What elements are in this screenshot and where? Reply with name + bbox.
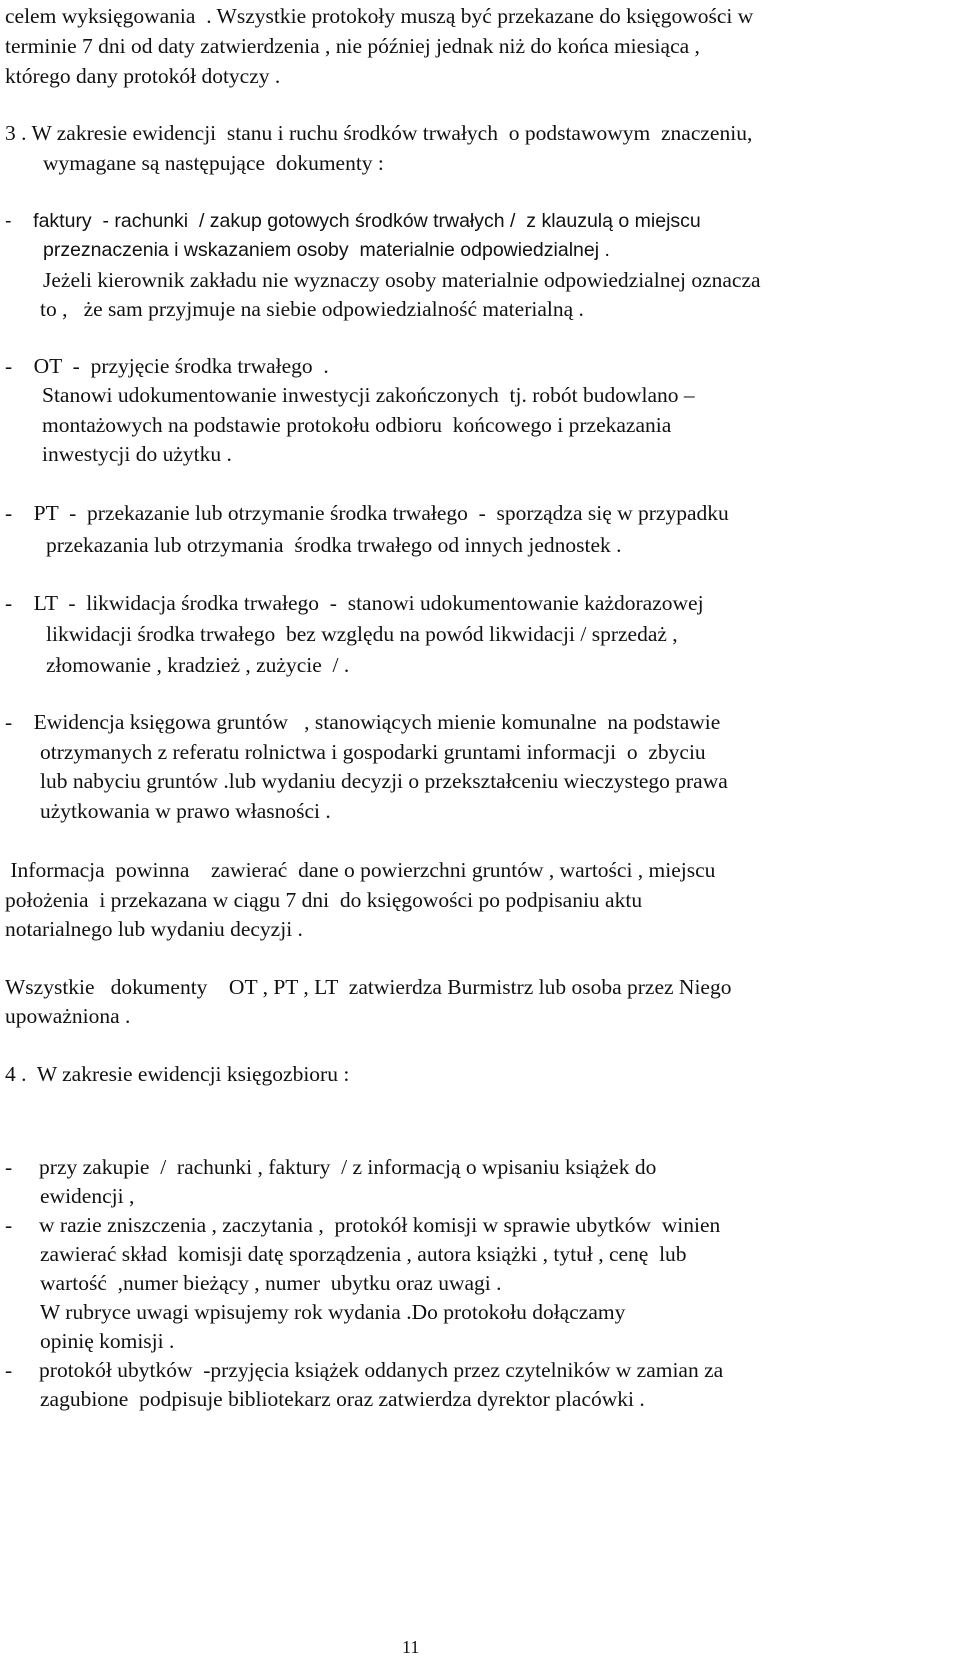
- list-item: - PT - przekazanie lub otrzymanie środka trwałego - sporządza się w przypadku: [5, 501, 729, 525]
- list-item: - w razie zniszczenia , zaczytania , protokół komisji w sprawie ubytków winien: [5, 1213, 721, 1237]
- text-line: opinię komisji .: [40, 1329, 175, 1353]
- text-line: wymagane są następujące dokumenty :: [43, 151, 384, 175]
- page-number: 11: [402, 1637, 420, 1657]
- list-item: - faktury - rachunki / zakup gotowych środków trwałych / z klauzulą o miejscu: [5, 210, 701, 232]
- text-line: likwidacji środka trwałego bez względu na powód likwidacji / sprzedaż ,: [46, 622, 678, 646]
- text-line: przekazania lub otrzymania środka trwałego od innych jednostek .: [46, 533, 622, 557]
- text-line: zawierać skład komisji datę sporządzenia , autora książki , tytuł , cenę lub: [40, 1242, 687, 1266]
- text-line: terminie 7 dni od daty zatwierdzenia , nie później jednak niż do końca miesiąca ,: [5, 34, 700, 58]
- text-line: to , że sam przyjmuje na siebie odpowiedzialność materialną .: [40, 297, 584, 321]
- text-line: notarialnego lub wydaniu decyzji .: [5, 917, 303, 941]
- text-line: montażowych na podstawie protokołu odbioru końcowego i przekazania: [42, 413, 672, 437]
- text-line: upoważniona .: [5, 1004, 131, 1028]
- list-item: - przy zakupie / rachunki , faktury / z informacją o wpisaniu książek do: [5, 1155, 657, 1179]
- text-line: lub nabyciu gruntów .lub wydaniu decyzji o przekształceniu wieczystego prawa: [40, 769, 728, 793]
- text-line: Wszystkie dokumenty OT , PT , LT zatwierdza Burmistrz lub osoba przez Niego: [5, 975, 732, 999]
- list-item: - OT - przyjęcie środka trwałego .: [5, 354, 329, 378]
- text-line: celem wyksięgowania . Wszystkie protokoły muszą być przekazane do księgowości w: [5, 4, 754, 28]
- text-line: inwestycji do użytku .: [42, 442, 232, 466]
- text-line: Informacja powinna zawierać dane o powierzchni gruntów , wartości , miejscu: [5, 858, 716, 882]
- text-line: użytkowania w prawo własności .: [40, 799, 331, 823]
- text-line: przeznaczenia i wskazaniem osoby materialnie odpowiedzialnej .: [43, 239, 610, 261]
- text-line: zagubione podpisuje bibliotekarz oraz zatwierdza dyrektor placówki .: [40, 1387, 645, 1411]
- text-line: Stanowi udokumentowanie inwestycji zakończonych tj. robót budowlano –: [42, 383, 695, 407]
- text-line: ewidencji ,: [40, 1184, 135, 1208]
- text-line: Jeżeli kierownik zakładu nie wyznaczy osoby materialnie odpowiedzialnej oznacza: [43, 268, 761, 292]
- text-line: którego dany protokół dotyczy .: [5, 64, 281, 88]
- text-line: W rubryce uwagi wpisujemy rok wydania .Do protokołu dołączamy: [40, 1300, 626, 1324]
- text-line: położenia i przekazana w ciągu 7 dni do księgowości po podpisaniu aktu: [5, 888, 643, 912]
- list-item: - protokół ubytków -przyjęcia książek oddanych przez czytelników w zamian za: [5, 1358, 724, 1382]
- text-line: wartość ,numer bieżący , numer ubytku oraz uwagi .: [40, 1271, 502, 1295]
- list-item: - LT - likwidacja środka trwałego - stanowi udokumentowanie każdorazowej: [5, 591, 704, 615]
- text-line: otrzymanych z referatu rolnictwa i gospodarki gruntami informacji o zbyciu: [40, 740, 706, 764]
- text-line: 3 . W zakresie ewidencji stanu i ruchu środków trwałych o podstawowym znaczeniu,: [5, 121, 753, 145]
- list-item: - Ewidencja księgowa gruntów , stanowiących mienie komunalne na podstawie: [5, 710, 721, 734]
- text-line: złomowanie , kradzież , zużycie / .: [46, 653, 350, 677]
- section-heading: 4 . W zakresie ewidencji księgozbioru :: [5, 1062, 350, 1086]
